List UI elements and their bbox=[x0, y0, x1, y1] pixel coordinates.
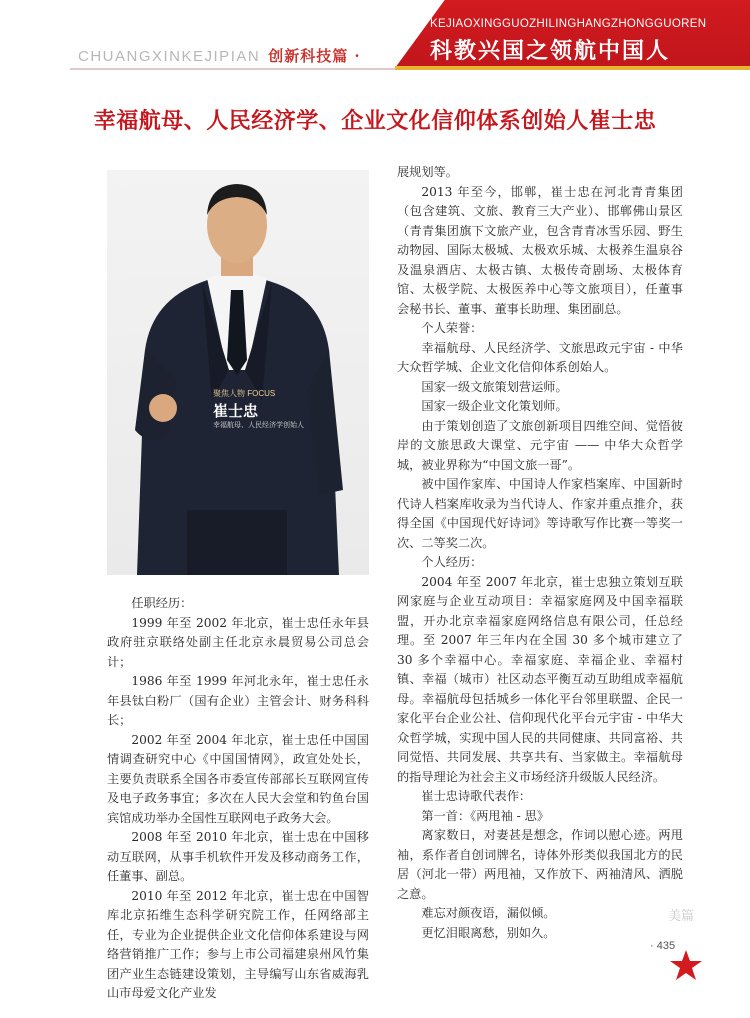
paragraph: 由于策划创造了文旅创新项目四维空间、觉悟彼岸的文旅思政大课堂、元宇宙 —— 中华大众哲学城，被业界称为“中国文旅一哥”。 bbox=[397, 418, 683, 472]
paragraph: 国家一级文旅策划营运师。 bbox=[421, 379, 568, 394]
paragraph: 被中国作家库、中国诗人作家档案库、中国新时代诗人档案库收录为当代诗人、作家并重点推介，获得全国《中国现代好诗词》等诗歌写作比赛一等奖一次、二等奖二次。 bbox=[397, 477, 683, 550]
paragraph: 2010 年至 2012 年北京，崔士忠在中国智库北京拓维生态科学研究院工作，任网络部主任，专业为企业提供企业文化信仰体系建设与网络营销推广工作；参与上市公司福建泉州风竹集团产业生态链建设策划，主导编写山东省威海乳山市母爱文化产业发 bbox=[107, 888, 369, 1000]
paragraph: 任职经历： bbox=[131, 596, 193, 610]
paragraph: 难忘对颜夜语，漏似倾。 bbox=[421, 906, 556, 920]
paragraph: 崔士忠诗歌代表作： bbox=[421, 789, 532, 803]
page-number: · 435 bbox=[650, 940, 676, 952]
header-section-label: 创新科技篇 · bbox=[268, 47, 361, 65]
paragraph: 1999 年至 2002 年北京，崔士忠任永年县政府驻京联络处副主任北京永晨贸易公司总会计； bbox=[107, 615, 369, 669]
paragraph: 展规划等。 bbox=[397, 165, 458, 179]
paragraph: 更忆泪眼离愁，别如久。 bbox=[421, 925, 556, 940]
paragraph: 个人经历： bbox=[421, 555, 483, 569]
header-pinyin-left: CHUANGXINKEJIPIAN bbox=[78, 48, 261, 65]
star-icon bbox=[668, 948, 704, 984]
page-header bbox=[0, 0, 750, 82]
paragraph: 第一首：《两甩袖 - 思》 bbox=[421, 808, 550, 823]
focus-label: 聚焦人物 FOCUS bbox=[213, 389, 276, 398]
portrait-photo bbox=[107, 170, 369, 575]
header-pinyin-right: KEJIAOXINGGUOZHILINGHANGZHONGGUOREN bbox=[430, 18, 707, 30]
header-left bbox=[78, 45, 361, 66]
paragraph: 1986 年至 1999 年河北永年，崔士忠任永年县钛白粉厂（国有企业）主管会计、财务科科长； bbox=[107, 674, 369, 727]
header-gold-stripe bbox=[395, 66, 750, 70]
portrait-illustration bbox=[107, 170, 369, 575]
left-column bbox=[107, 594, 369, 1004]
paragraph: 个人荣誉： bbox=[421, 321, 483, 335]
paragraph: 离家数日，对妻甚是想念，作词以慰心迹。两甩袖，系作者自创词牌名，诗体外形类似我国北方的民居（河北一带）两甩袖，又作放下、两袖清风、洒脱之意。 bbox=[397, 828, 683, 901]
right-column bbox=[397, 163, 683, 943]
focus-caption: 幸福航母、人民经济学创始人 bbox=[213, 422, 304, 429]
header-banner-title: 科教兴国之领航中国人 bbox=[430, 38, 671, 64]
paragraph: 2008 年至 2010 年北京，崔士忠在中国移动互联网，从事手机软件开发及移动商务工作，任董事、副总。 bbox=[107, 830, 369, 883]
article-title: 幸福航母、人民经济学、企业文化信仰体系创始人崔士忠 bbox=[93, 108, 657, 134]
paragraph: 2002 年至 2004 年北京，崔士忠任中国国情调查研究中心《中国国情网》，政宣处处长，主要负责联系全国各市委宣传部部长互联网宣传及电子政务事宜；多次在人民大会堂和钓鱼台国宾馆成功举办全国性互联网电子政务大会。 bbox=[107, 732, 369, 825]
paragraph: 国家一级企业文化策划师。 bbox=[421, 399, 568, 413]
paragraph: 2004 年至 2007 年北京，崔士忠独立策划互联网家庭与企业互动项目：幸福家庭网及中国幸福联盟，开办北京幸福家庭网络信息有限公司，任总经理。至 2007 年三年内在全国 30 多个城市建立了 30 多个幸福中心。幸福家庭、幸福企业、幸福村镇、幸福（城市）社区动态平衡互动互助组成幸福航母。幸福航母包括城乡一体化平台邻里联盟、企民一家化平台企业公社、信仰现代化平台元宇宙 - 中华大众哲学城，实现中国人民的共同健康、共同富裕、共同觉悟、共同发展、共享共有、当家做主。幸福航母的指导理论为社会主义市场经济升级版人民经济。 bbox=[397, 574, 683, 784]
paragraph: 2013 年至今，邯郸，崔士忠在河北青青集团（包含建筑、文旅、教育三大产业）、邯郸佛山景区（青青集团旗下文旅产业，包含青青冰雪乐园、野生动物园、国际太极城、太极欢乐城、太极养生温泉谷及温泉酒店、太极古镇、太极传奇剧场、太极体育馆、太极学院、太极医养中心等文旅项目），任董事会秘书长、董事、董事长助理、集团副总。 bbox=[397, 184, 683, 316]
focus-name: 崔士忠 bbox=[213, 402, 259, 420]
paragraph: 幸福航母、人民经济学、文旅思政元宇宙 - 中华大众哲学城、企业文化信仰体系创始人。 bbox=[397, 340, 683, 374]
watermark: 美篇 bbox=[668, 908, 695, 923]
